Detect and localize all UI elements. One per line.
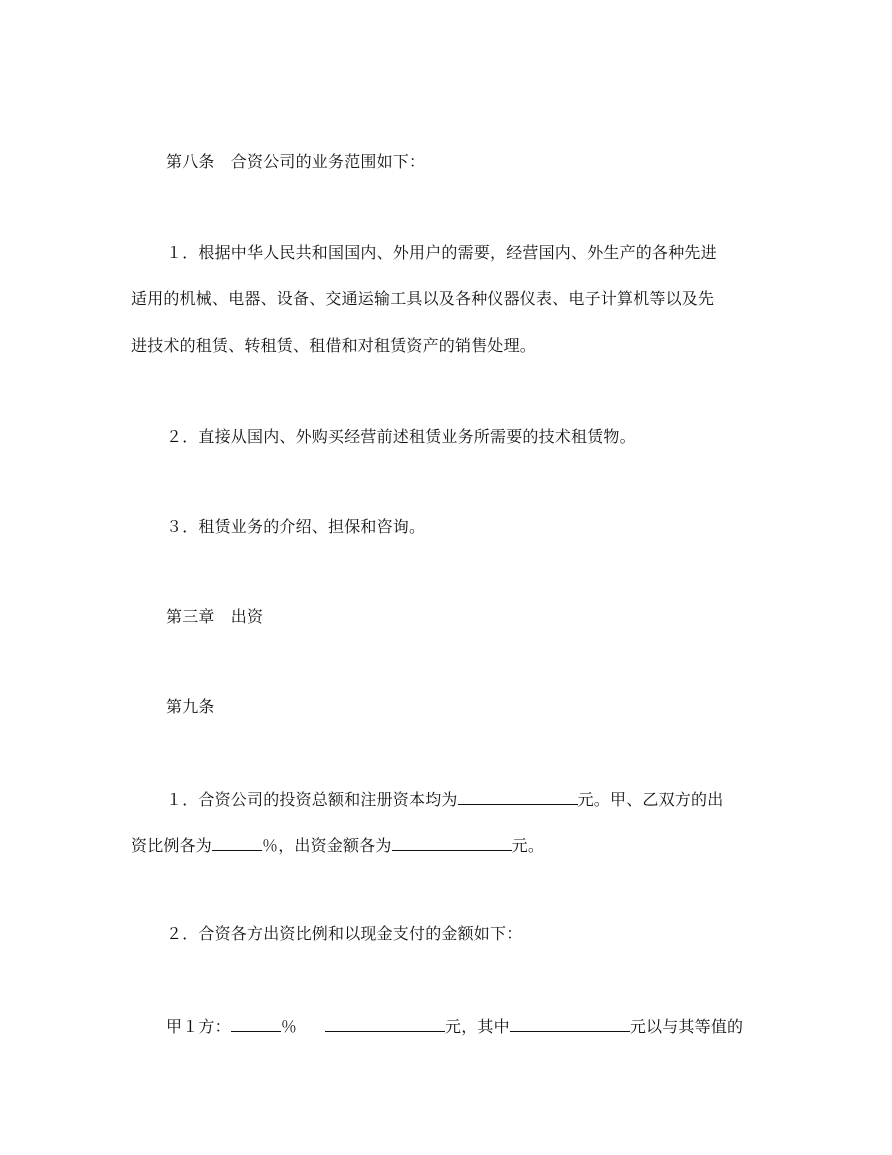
article-9-item-1-text-a: １．合资公司的投资总额和注册资本均为 (166, 790, 458, 809)
article-9-heading: 第九条 (166, 697, 215, 716)
party-a-yuan-comma: 元，其中 (445, 1017, 510, 1036)
party-a-cash-blank (510, 1013, 630, 1032)
article-9-item-1-line-2 (131, 832, 771, 856)
article-8-item-1-line-2: 适用的机械、电器、设备、交通运输工具以及各种仪器仪表、电子计算机等以及先 (131, 289, 715, 308)
amount-blank (392, 832, 512, 851)
ratio-blank (212, 832, 262, 851)
article-8-item-3: ３．租赁业务的介绍、担保和咨询。 (166, 517, 426, 536)
party-a-line (166, 1013, 771, 1037)
party-a-tail: 元以与其等值的 (629, 1017, 744, 1036)
chapter-3-heading: 第三章 出资 (166, 607, 264, 626)
article-8-item-1-line-1: １．根据中华人民共和国国内、外用户的需要，经营国内、外生产的各种先进 (166, 243, 717, 262)
article-9-item-1-text-b: 元。甲、乙双方的出 (577, 790, 724, 809)
article-8-item-1-line-3: 进技术的租赁、转租赁、租借和对租赁资产的销售处理。 (131, 336, 537, 355)
article-9-item-2: ２．合资各方出资比例和以现金支付的金额如下： (166, 924, 523, 943)
article-9-item-1-text-d: ％，出资金额各为 (262, 836, 392, 855)
party-a-percent-sign: ％ (280, 1017, 298, 1036)
party-a-percent-blank (231, 1013, 281, 1032)
article-9-item-1-line-1 (166, 786, 771, 810)
total-investment-blank (458, 786, 578, 805)
article-9-item-1-text-e: 元。 (511, 836, 545, 855)
party-a-label: 甲１方： (166, 1017, 231, 1036)
article-8-item-2: ２．直接从国内、外购买经营前述租赁业务所需要的技术租赁物。 (166, 427, 636, 446)
article-8-heading: 第八条 合资公司的业务范围如下： (166, 152, 426, 171)
article-9-item-1-text-c: 资比例各为 (131, 836, 213, 855)
party-a-amount-blank (325, 1013, 445, 1032)
